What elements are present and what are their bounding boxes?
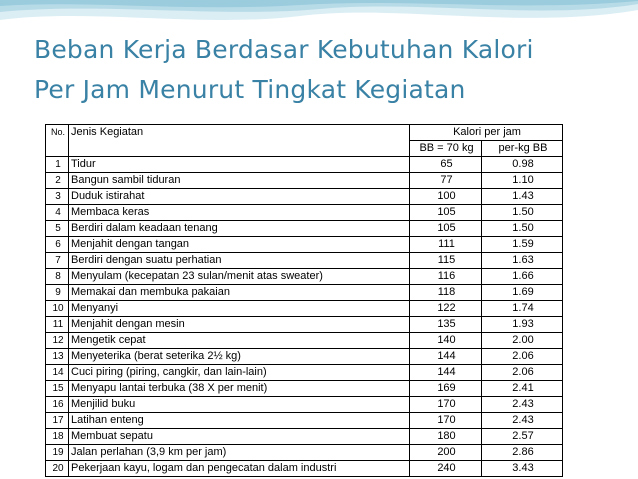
cell-bb: 170 xyxy=(410,397,482,413)
table-row xyxy=(46,445,563,461)
cell-activity: Jalan perlahan (3,9 km per jam) xyxy=(69,445,410,461)
cell-perkg: 2.06 xyxy=(482,349,563,365)
cell-bb: 140 xyxy=(410,333,482,349)
cell-no: 11 xyxy=(46,317,69,333)
cell-activity: Menjilid buku xyxy=(69,397,410,413)
cell-bb: 180 xyxy=(410,429,482,445)
cell-no: 6 xyxy=(46,237,69,253)
cell-no: 10 xyxy=(46,301,69,317)
table-row xyxy=(46,461,563,477)
cell-bb: 65 xyxy=(410,157,482,173)
cell-perkg: 2.41 xyxy=(482,381,563,397)
table-row xyxy=(46,269,563,285)
table-row xyxy=(46,381,563,397)
cell-no: 20 xyxy=(46,461,69,477)
cell-bb: 115 xyxy=(410,253,482,269)
cell-no: 16 xyxy=(46,397,69,413)
decorative-wave-banner xyxy=(0,0,638,30)
cell-activity: Latihan enteng xyxy=(69,413,410,429)
cell-perkg: 2.00 xyxy=(482,333,563,349)
cell-bb: 122 xyxy=(410,301,482,317)
table-row xyxy=(46,413,563,429)
cell-no: 15 xyxy=(46,381,69,397)
cell-perkg: 1.63 xyxy=(482,253,563,269)
cell-activity: Menjahit dengan tangan xyxy=(69,237,410,253)
cell-perkg: 2.43 xyxy=(482,413,563,429)
table-row xyxy=(46,429,563,445)
table-row xyxy=(46,221,563,237)
cell-perkg: 2.43 xyxy=(482,397,563,413)
cell-bb: 200 xyxy=(410,445,482,461)
cell-perkg: 1.66 xyxy=(482,269,563,285)
cell-activity: Memakai dan membuka pakaian xyxy=(69,285,410,301)
cell-activity: Menyapu lantai terbuka (38 X per menit) xyxy=(69,381,410,397)
cell-perkg: 0.98 xyxy=(482,157,563,173)
table-row xyxy=(46,317,563,333)
cell-no: 7 xyxy=(46,253,69,269)
cell-activity: Menyulam (kecepatan 23 sulan/menit atas sweater) xyxy=(69,269,410,285)
cell-no: 5 xyxy=(46,221,69,237)
cell-bb: 100 xyxy=(410,189,482,205)
header-activity: Jenis Kegiatan xyxy=(69,125,410,157)
cell-perkg: 1.50 xyxy=(482,221,563,237)
table-row xyxy=(46,397,563,413)
cell-bb: 170 xyxy=(410,413,482,429)
cell-bb: 144 xyxy=(410,349,482,365)
cell-no: 9 xyxy=(46,285,69,301)
cell-perkg: 3.43 xyxy=(482,461,563,477)
table-row xyxy=(46,205,563,221)
cell-no: 3 xyxy=(46,189,69,205)
cell-bb: 105 xyxy=(410,205,482,221)
cell-activity: Membuat sepatu xyxy=(69,429,410,445)
cell-perkg: 1.50 xyxy=(482,205,563,221)
cell-no: 14 xyxy=(46,365,69,381)
table-row xyxy=(46,253,563,269)
cell-bb: 118 xyxy=(410,285,482,301)
table-row xyxy=(46,333,563,349)
cell-no: 8 xyxy=(46,269,69,285)
cell-activity: Menjahit dengan mesin xyxy=(69,317,410,333)
cell-activity: Mengetik cepat xyxy=(69,333,410,349)
cell-activity: Menyeterika (berat seterika 2½ kg) xyxy=(69,349,410,365)
calorie-table xyxy=(45,124,563,477)
table-row xyxy=(46,173,563,189)
cell-bb: 111 xyxy=(410,237,482,253)
subheader-perkg: per-kg BB xyxy=(482,141,563,157)
table-row xyxy=(46,237,563,253)
cell-no: 1 xyxy=(46,157,69,173)
title-line-2: Per Jam Menurut Tingkat Kegiatan xyxy=(34,75,466,104)
cell-perkg: 1.93 xyxy=(482,317,563,333)
table-row xyxy=(46,189,563,205)
cell-no: 18 xyxy=(46,429,69,445)
header-no: No. xyxy=(46,125,69,157)
cell-bb: 116 xyxy=(410,269,482,285)
slide-title xyxy=(34,30,624,110)
cell-perkg: 2.06 xyxy=(482,365,563,381)
cell-no: 13 xyxy=(46,349,69,365)
cell-bb: 144 xyxy=(410,365,482,381)
cell-perkg: 1.43 xyxy=(482,189,563,205)
cell-no: 19 xyxy=(46,445,69,461)
cell-activity: Berdiri dengan suatu perhatian xyxy=(69,253,410,269)
cell-no: 12 xyxy=(46,333,69,349)
cell-bb: 240 xyxy=(410,461,482,477)
table-row xyxy=(46,285,563,301)
cell-activity: Tidur xyxy=(69,157,410,173)
cell-perkg: 2.86 xyxy=(482,445,563,461)
table-header-row xyxy=(46,125,563,141)
cell-activity: Bangun sambil tiduran xyxy=(69,173,410,189)
cell-no: 2 xyxy=(46,173,69,189)
cell-activity: Membaca keras xyxy=(69,205,410,221)
title-line-1: Beban Kerja Berdasar Kebutuhan Kalori xyxy=(34,35,534,64)
cell-bb: 135 xyxy=(410,317,482,333)
cell-perkg: 1.10 xyxy=(482,173,563,189)
cell-activity: Cuci piring (piring, cangkir, dan lain-lain) xyxy=(69,365,410,381)
cell-bb: 105 xyxy=(410,221,482,237)
cell-perkg: 1.74 xyxy=(482,301,563,317)
table-row xyxy=(46,157,563,173)
cell-activity: Pekerjaan kayu, logam dan pengecatan dalam industri xyxy=(69,461,410,477)
cell-activity: Duduk istirahat xyxy=(69,189,410,205)
header-kalori: Kalori per jam xyxy=(410,125,563,141)
subheader-bb: BB = 70 kg xyxy=(410,141,482,157)
cell-perkg: 1.69 xyxy=(482,285,563,301)
cell-activity: Menyanyi xyxy=(69,301,410,317)
table-row xyxy=(46,365,563,381)
cell-perkg: 2.57 xyxy=(482,429,563,445)
cell-activity: Berdiri dalam keadaan tenang xyxy=(69,221,410,237)
cell-perkg: 1.59 xyxy=(482,237,563,253)
cell-no: 4 xyxy=(46,205,69,221)
cell-bb: 77 xyxy=(410,173,482,189)
cell-bb: 169 xyxy=(410,381,482,397)
table-row xyxy=(46,349,563,365)
cell-no: 17 xyxy=(46,413,69,429)
table-row xyxy=(46,301,563,317)
